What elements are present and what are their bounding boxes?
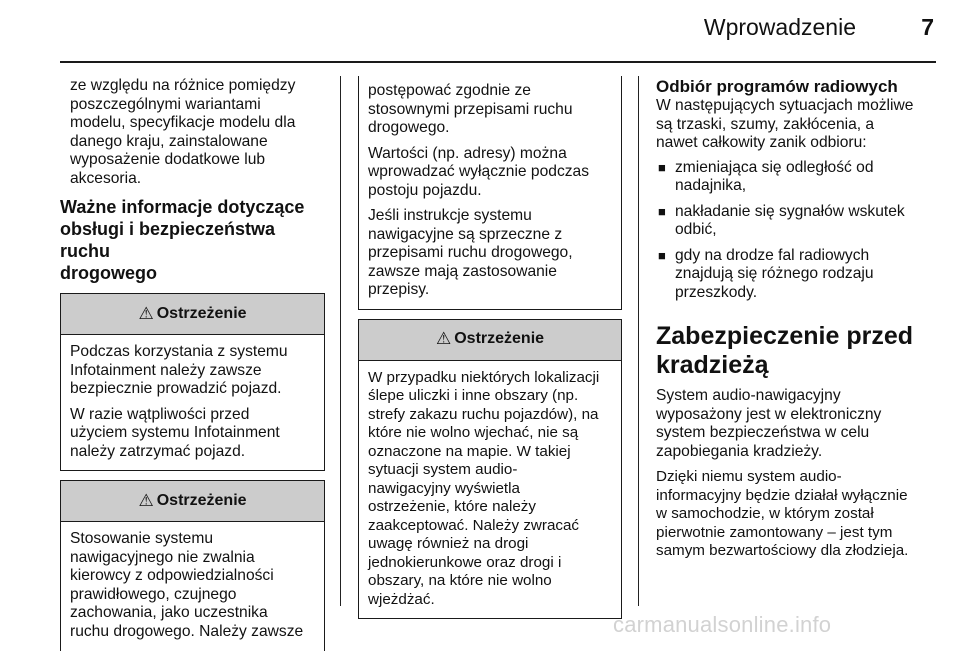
text-line: bezpiecznie prowadzić pojazd. [70, 380, 282, 397]
text-line: wyposażenie dodatkowe lub [70, 151, 266, 168]
column-2 [358, 77, 622, 619]
page-number: 7 [921, 14, 934, 40]
text-line: nawigacyjnego nie zwalnia [70, 548, 255, 566]
text-line: uwagę również na drogi [368, 535, 529, 552]
text-line: kierowcy z odpowiedzialności [70, 567, 274, 584]
theft-paragraph [656, 468, 936, 561]
radio-heading: Odbiór programów radiowych [656, 77, 898, 96]
warning-title: Ostrzeżenie [156, 304, 247, 322]
warning-header [359, 320, 621, 361]
text-line: zachowania, jako uczestnika [70, 604, 268, 621]
text-line: gdy na drodze fal radiowych [675, 246, 870, 264]
column-divider-right [638, 76, 639, 606]
text-line: nawigacyjny wyświetla [368, 479, 520, 497]
warning-box-1 [60, 293, 325, 471]
warning-title: Ostrzeżenie [454, 330, 545, 348]
intro-paragraph [60, 77, 325, 188]
bullet-square-icon: ■ [658, 159, 666, 175]
warning-body [359, 76, 621, 309]
text-line: przepisami ruchu drogowego, [368, 244, 573, 261]
warning-body [61, 335, 324, 470]
warning-box-2 [60, 480, 325, 651]
list-item [656, 203, 936, 240]
warning-icon: ⚠ [138, 303, 154, 323]
warning-body [61, 522, 324, 650]
list-item [656, 247, 936, 303]
bullet-square-icon: ■ [658, 247, 666, 263]
warning-header [61, 294, 324, 335]
text-line: zawsze mają zastosowanie [368, 262, 557, 280]
text-line: nadajnika, [675, 177, 747, 194]
warning-paragraph [368, 207, 612, 300]
list-item [656, 159, 936, 196]
warning-paragraph [368, 145, 612, 201]
column-1 [60, 77, 325, 651]
text-line: Wartości (np. adresy) można [368, 144, 567, 162]
text-line: ślepe uliczki i inne obszary (np. [368, 387, 579, 404]
text-line: Podczas korzystania z systemu [70, 343, 288, 360]
text-line: poszczególnymi wariantami [70, 95, 261, 113]
text-line: zaakceptować. Należy zwracać [368, 516, 580, 534]
text-line: w samochodzie, w którym został [656, 505, 874, 522]
header-title: Wprowadzenie [703, 14, 856, 40]
warning-box-2-continued [358, 76, 622, 310]
text-line: ostrzeżenie, które należy [368, 498, 536, 515]
heading-line: Ważne informacje dotyczące [60, 197, 305, 217]
text-line: informacyjny będzie działał wyłącznie [656, 486, 908, 504]
text-line: modelu, specyfikacje modelu dla [70, 114, 296, 131]
column-divider-left [340, 76, 341, 606]
text-line: zmieniająca się odległość od [675, 158, 874, 176]
warning-body [359, 361, 621, 619]
text-line: System audio-nawigacyjny [656, 387, 841, 404]
text-line: znajdują się różnego rodzaju [675, 265, 874, 282]
text-line: ruchu drogowego. Należy zawsze [70, 622, 304, 640]
radio-intro [656, 97, 936, 153]
warning-header [61, 481, 324, 522]
bullet-square-icon: ■ [658, 203, 666, 219]
text-line: które nie wolno wjechać, nie są [368, 424, 579, 441]
text-line: przepisy. [368, 281, 430, 298]
text-line: obszary, na które nie wolno [368, 572, 552, 589]
text-line: system bezpieczeństwa w celu [656, 424, 870, 441]
text-line: ze względu na różnice pomiędzy [70, 77, 296, 94]
text-line: wyposażony jest w elektroniczny [656, 405, 882, 423]
warning-paragraph [368, 82, 612, 138]
text-line: nakładanie się sygnałów wskutek [675, 202, 905, 220]
text-line: postoju pojazdu. [368, 181, 482, 199]
text-line: W następujących sytuacjach możliwe [656, 97, 914, 114]
text-line: akcesoria. [70, 169, 142, 187]
warning-box-3 [358, 319, 622, 620]
text-line: wjeżdżać. [368, 590, 435, 608]
text-line: prawidłowego, czujnego [70, 585, 237, 603]
text-line: zapobiegania kradzieży. [656, 442, 823, 460]
text-line: są trzaski, szumy, zakłócenia, a [656, 115, 875, 133]
text-line: postępować zgodnie ze [368, 82, 531, 99]
text-line: samym bezwartościowy dla złodzieja. [656, 542, 909, 559]
heading-line: Zabezpieczenie przed [656, 322, 914, 350]
watermark: carmanualsonline.info [613, 612, 832, 637]
text-line: nawet całkowity zanik odbioru: [656, 134, 867, 151]
warning-paragraph [70, 530, 315, 641]
text-line: W przypadku niektórych lokalizacji [368, 368, 600, 386]
text-line: wprowadzać wyłącznie podczas [368, 163, 590, 180]
text-line: Jeśli instrukcje systemu [368, 207, 532, 224]
text-line: danego kraju, zainstalowane [70, 132, 268, 150]
reception-issue-list [656, 159, 936, 303]
warning-paragraph [70, 343, 315, 399]
text-line: jednokierunkowe oraz drogi i [368, 553, 562, 571]
page-header [60, 0, 936, 63]
heading-line: obsługi i bezpieczeństwa ruchu [60, 219, 276, 261]
text-line: sytuacji system audio- [368, 461, 518, 478]
warning-paragraph [70, 406, 315, 462]
heading-line: kradzieżą [656, 351, 769, 379]
safety-heading [60, 196, 325, 284]
warning-icon: ⚠ [435, 329, 452, 349]
text-line: stosownymi przepisami ruchu [368, 100, 573, 118]
text-line: odbić, [675, 221, 717, 238]
text-line: nawigacyjne są sprzeczne z [368, 225, 563, 243]
text-line: Infotainment należy zawsze [70, 361, 262, 379]
text-line: należy zatrzymać pojazd. [70, 442, 246, 460]
warning-paragraph [368, 369, 612, 610]
text-line: użyciem systemu Infotainment [70, 424, 280, 441]
warning-icon: ⚠ [138, 490, 154, 510]
text-line: strefy zakazu ruchu pojazdów), na [368, 405, 599, 423]
heading-line: drogowego [60, 263, 157, 283]
theft-paragraph [656, 387, 936, 461]
text-line: pierwotnie zamontowany – jest tym [656, 523, 893, 541]
text-line: Dzięki niemu system audio- [656, 468, 842, 485]
text-line: Stosowanie systemu [70, 530, 214, 547]
text-line: drogowego. [368, 119, 450, 136]
warning-title: Ostrzeżenie [156, 491, 247, 509]
theft-protection-heading [656, 322, 936, 380]
text-line: W razie wątpliwości przed [70, 405, 250, 423]
column-3 [656, 77, 936, 561]
text-line: oznaczone na mapie. W takiej [368, 442, 571, 460]
text-line: przeszkody. [675, 283, 758, 301]
